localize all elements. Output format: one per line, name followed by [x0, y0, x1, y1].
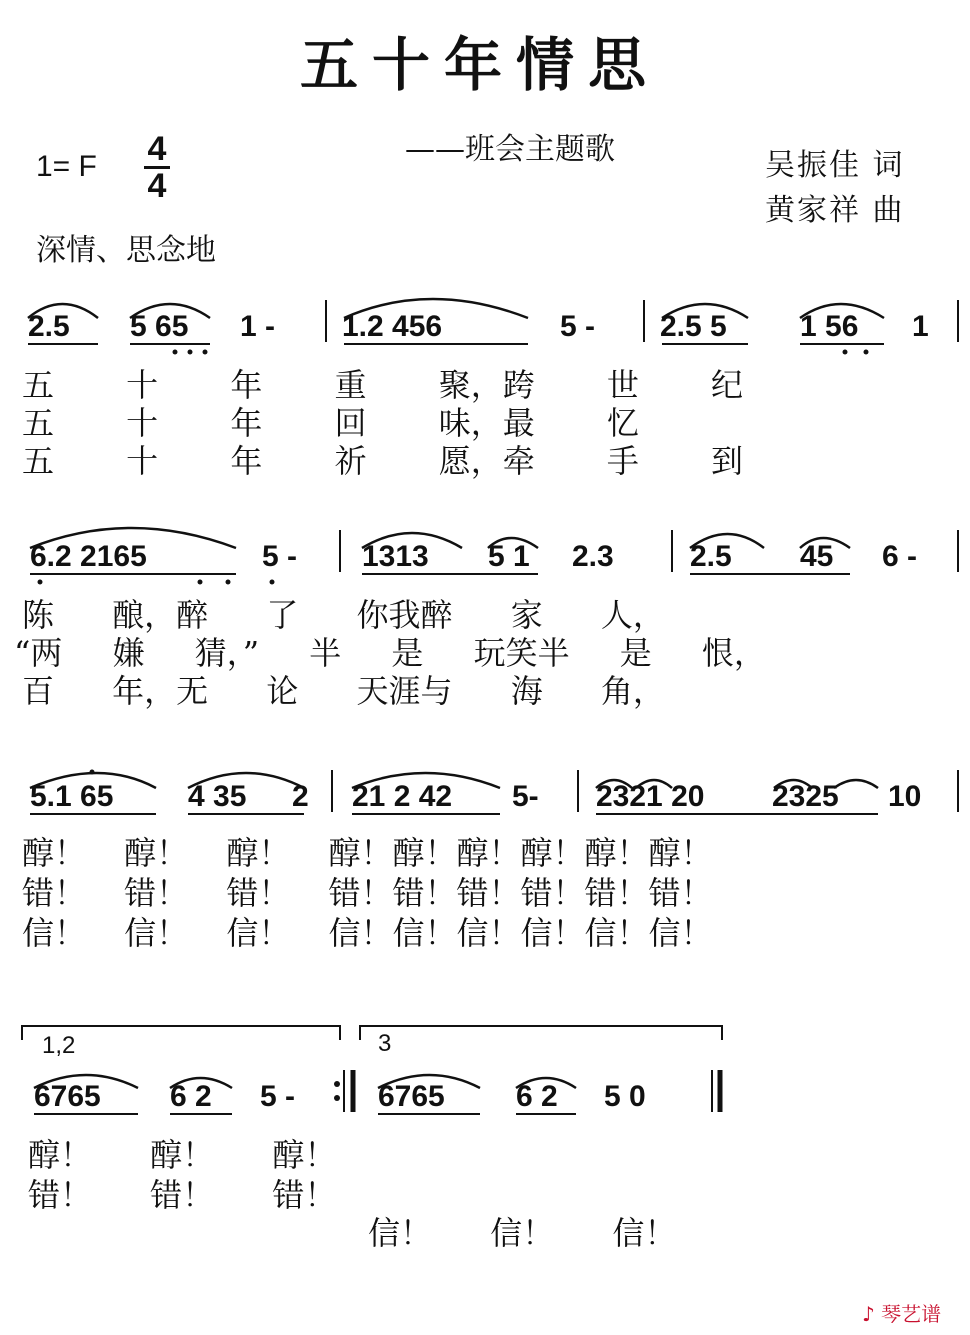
slur — [362, 533, 462, 548]
lyric-line-2: 错！ 错！ 错！ — [28, 1176, 337, 1214]
watermark-logo-icon: ♪ — [862, 1302, 875, 1326]
lyric-line-1: 醇！ 醇！ 醇！ 醇！醇！醇！醇！醇！醇！ — [22, 834, 713, 872]
slur — [188, 773, 304, 788]
composer-credit: 黄家祥 曲 — [765, 193, 905, 228]
note-group: 1313 — [362, 540, 429, 573]
note-group: 6 2 — [516, 1080, 558, 1113]
note-group: 4 35 — [188, 780, 247, 813]
note-group: 2.5 5 — [660, 310, 727, 343]
note-group: 1 — [912, 310, 929, 343]
slurs — [28, 299, 884, 1088]
low-octave-dot — [843, 350, 848, 355]
watermark-text: 琴艺谱 — [881, 1302, 942, 1326]
low-octave-dot — [864, 350, 869, 355]
note-group: 1 - — [240, 310, 276, 343]
note-group: 5 1 — [488, 540, 530, 573]
underlines — [28, 344, 884, 1114]
slur — [30, 773, 156, 788]
slur — [516, 1078, 576, 1088]
barlines — [326, 300, 958, 1112]
slur — [774, 780, 812, 788]
note-group: 45 — [800, 540, 834, 573]
volta-bracket-1 — [22, 1026, 340, 1040]
key-signature: 1= F — [36, 150, 97, 183]
slur — [662, 304, 748, 318]
high-octave-dot — [90, 770, 95, 775]
note-group: 5- — [512, 780, 539, 813]
repeat-dot — [334, 1095, 340, 1101]
song-title: 五十年情思 — [300, 31, 661, 99]
lyricist-credit: 吴振佳 词 — [765, 148, 905, 183]
slur — [344, 299, 528, 318]
note-group: 2325 — [772, 780, 839, 813]
volta-1-label: 1,2 — [42, 1032, 76, 1059]
low-octave-dot — [38, 580, 43, 585]
low-octave-dot — [270, 580, 275, 585]
subtitle: ——班会主题歌 — [405, 132, 615, 167]
slur — [130, 304, 210, 318]
slur — [596, 780, 632, 788]
note-group: 6765 — [34, 1080, 101, 1113]
lyric-line-2: 五 十 年 回 味，最 忆 — [22, 404, 639, 442]
low-octave-dot — [188, 350, 193, 355]
octave-dots — [38, 350, 869, 775]
slur — [834, 780, 878, 788]
slur — [378, 1075, 480, 1088]
lyric-line-1: 陈 酿，醉 了 你我醉 家 人， — [22, 596, 665, 634]
time-sig-bottom: 4 — [147, 167, 167, 205]
note-group: 2.5 — [690, 540, 732, 573]
note-group: 2.5 — [28, 310, 70, 343]
lyric-line-3: 信！ 信！ 信！ 信！信！信！信！信！信！ — [22, 914, 713, 952]
note-group: 5 - — [262, 540, 298, 573]
note-group: 21 2 42 — [352, 780, 453, 813]
lyric-line-3: 五 十 年 祈 愿，牵 手 到 — [22, 442, 744, 480]
repeat-dots — [334, 1081, 340, 1101]
lyric-line-1: 五 十 年 重 聚，跨 世 纪 — [22, 366, 744, 404]
slur — [170, 1078, 232, 1088]
low-octave-dot — [198, 580, 203, 585]
low-octave-dot — [203, 350, 208, 355]
note-group: 6 2 — [170, 1080, 212, 1113]
tempo-marking: 深情、思念地 — [36, 233, 216, 268]
note-group: 1 56 — [800, 310, 859, 343]
lyric-line-3: 百 年，无 论 天涯与 海 角， — [22, 672, 665, 710]
note-group: 5 - — [560, 310, 596, 343]
slur — [488, 538, 538, 548]
slur — [352, 773, 500, 788]
volta-2-label: 3 — [378, 1030, 392, 1057]
volta-brackets — [22, 1026, 722, 1040]
note-group: 5 0 — [604, 1080, 646, 1113]
note-group: 2 — [292, 780, 309, 813]
repeat-dot — [334, 1081, 340, 1087]
slur — [28, 304, 98, 318]
time-sig-top: 4 — [147, 130, 167, 168]
slur — [34, 1075, 138, 1088]
note-group: 5 - — [260, 1080, 296, 1113]
note-group: 1.2 456 — [342, 310, 443, 343]
note-group: 6 - — [882, 540, 918, 573]
note-group: 10 — [888, 780, 922, 813]
note-group: 5 65 — [130, 310, 189, 343]
slur — [30, 528, 236, 548]
low-octave-dot — [226, 580, 231, 585]
note-group: 6.2 2165 — [30, 540, 147, 573]
slur — [636, 780, 672, 788]
lyric-line-1: 醇！ 醇！ 醇！ — [28, 1136, 337, 1174]
volta-bracket-2 — [360, 1026, 722, 1040]
slur — [690, 534, 764, 548]
note-group: 6765 — [378, 1080, 445, 1113]
slur — [800, 304, 884, 318]
note-group: 5.1 65 — [30, 780, 114, 813]
low-octave-dot — [173, 350, 178, 355]
note-group: 2321 20 — [596, 780, 705, 813]
slur — [800, 538, 850, 548]
lyric-line-3: 信！ 信！ 信！ — [368, 1214, 677, 1252]
note-group: 2.3 — [572, 540, 614, 573]
lyric-line-2: “两 嫌 猜，” 半 是 玩笑半 是 恨， — [14, 634, 766, 672]
lyric-line-2: 错！ 错！ 错！ 错！错！错！错！错！错！ — [22, 874, 713, 912]
